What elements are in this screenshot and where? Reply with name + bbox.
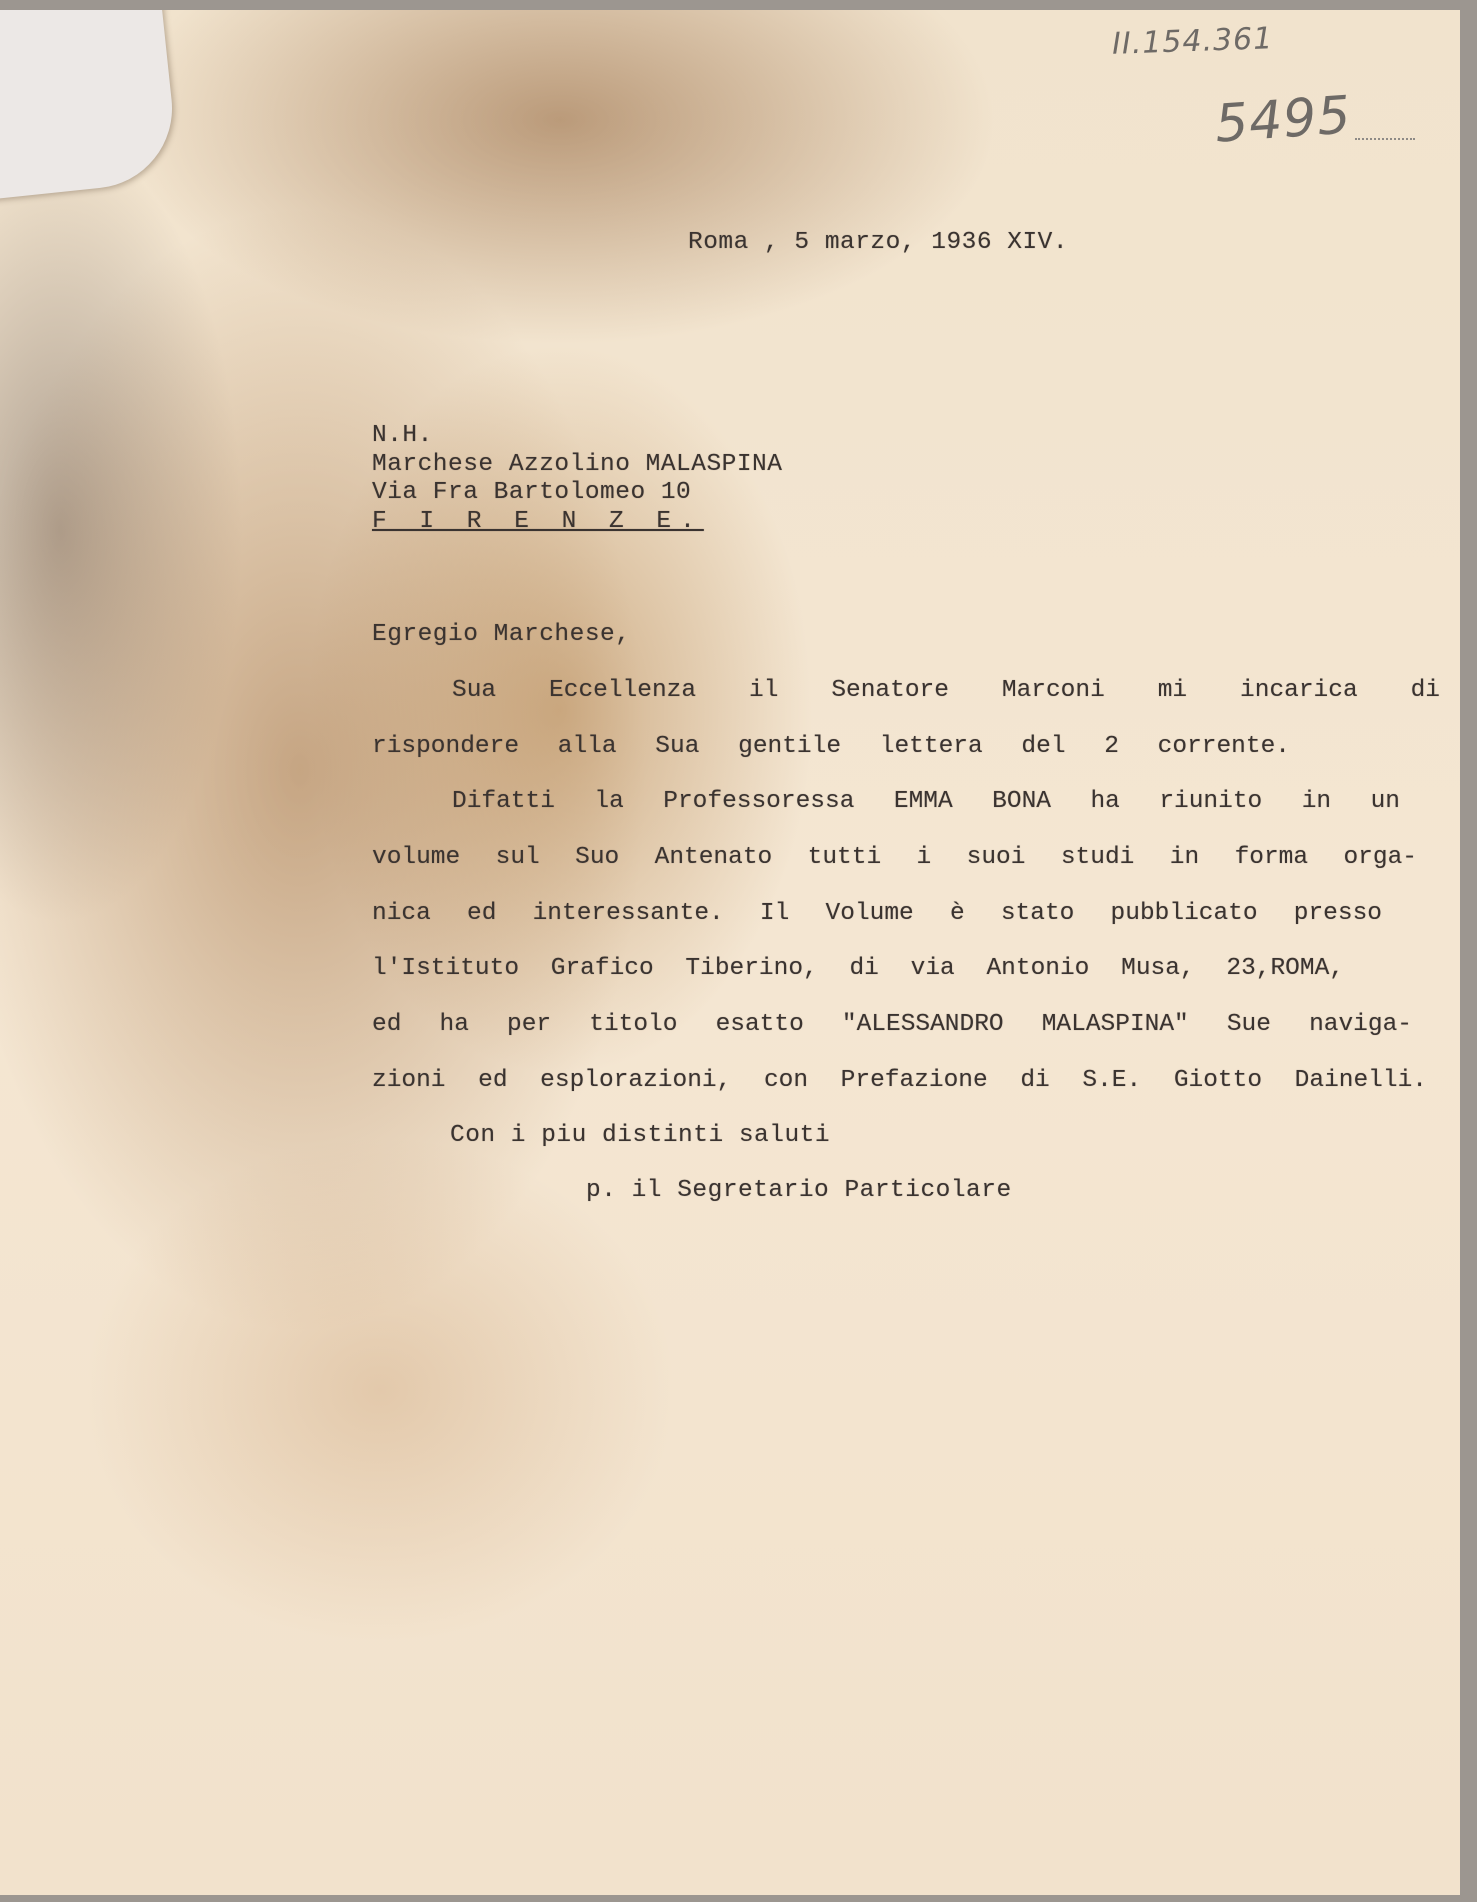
address-line-name: Marchese Azzolino MALASPINA [372,451,783,478]
body-line: Sua Eccellenza il Senatore Marconi mi incarica di [452,677,1440,704]
body-line: nica ed interessante. Il Volume è stato pubblicato presso [372,900,1382,927]
body-line: volume sul Suo Antenato tutti i suoi studi in forma orga- [372,844,1417,871]
address-line-street: Via Fra Bartolomeo 10 [372,479,692,506]
archive-code-stamp: II.154.361 [1111,21,1274,62]
signature-line: p. il Segretario Particolare [586,1177,1012,1204]
body-line: rispondere alla Sua gentile lettera del 2 corrente. [372,733,1290,760]
body-line: Difatti la Professoressa EMMA BONA ha riunito in un [452,788,1400,815]
address-line-title: N.H. [372,422,433,449]
letter-date: Roma , 5 marzo, 1936 XIV. [688,229,1069,256]
address-line-city: F I R E N Z E. [372,508,704,535]
body-line: zioni ed esplorazioni, con Prefazione di S.E. Giotto Dainelli. [372,1067,1427,1094]
body-line: ed ha per titolo esatto "ALESSANDRO MALASPINA" Sue naviga- [372,1011,1412,1038]
closing: Con i piu distinti saluti [450,1122,831,1149]
archive-number-stamp: 5495 [1213,85,1354,155]
body-line: l'Istituto Grafico Tiberino, di via Antonio Musa, 23,ROMA, [372,955,1344,982]
pencil-mark [1355,138,1415,140]
torn-corner [0,10,180,199]
letter-sheet [0,10,1460,1895]
salutation: Egregio Marchese, [372,621,631,648]
